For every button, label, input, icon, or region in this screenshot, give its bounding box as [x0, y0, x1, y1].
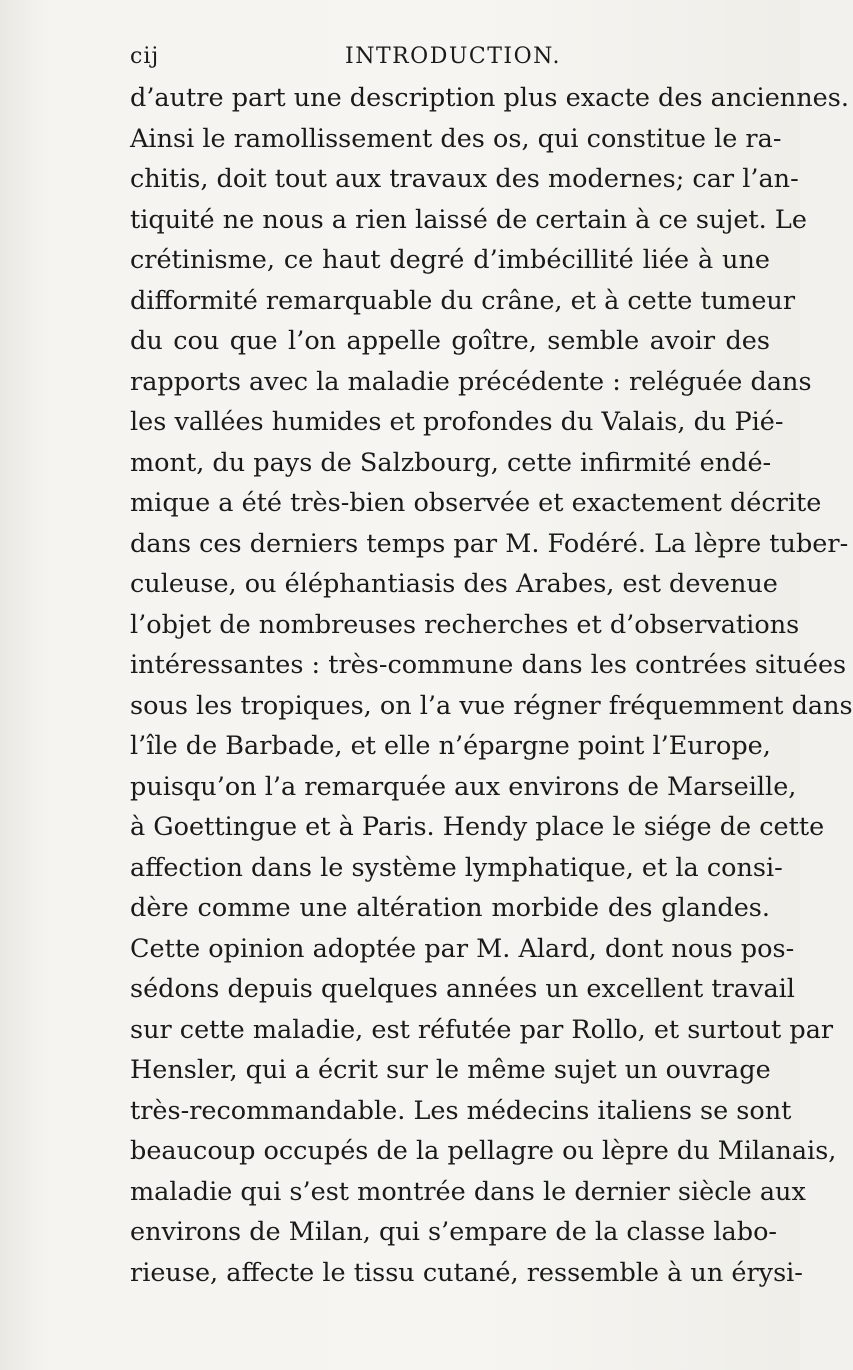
text-line: culeuse, ou éléphantiasis des Arabes, est devenue: [130, 569, 778, 599]
text-line: crétinisme, ce haut degré d’imbécillité liée à une: [130, 245, 770, 275]
text-line: l’île de Barbade, et elle n’épargne point l’Europe,: [130, 731, 771, 761]
text-line: environs de Milan, qui s’empare de la classe labo-: [130, 1217, 778, 1247]
text-line: l’objet de nombreuses recherches et d’observations: [130, 609, 800, 640]
text-line: très-recommandable. Les médecins italiens se sont: [130, 1095, 792, 1126]
text-line: beaucoup occupés de la pellagre ou lèpre du Milanais,: [130, 1136, 837, 1166]
text-line: à Goettingue et à Paris. Hendy place le siége de cette: [130, 812, 825, 842]
text-line: intéressantes : très-commune dans les contrées situées: [130, 650, 847, 680]
text-line: sédons depuis quelques années un excellent travail: [130, 974, 795, 1004]
text-line: du cou que l’on appelle goître, semble avoir des: [130, 326, 770, 356]
running-head: INTRODUCTION.: [345, 44, 561, 69]
page-number: cij: [130, 44, 160, 69]
text-line: puisqu’on l’a remarquée aux environs de Marseille,: [130, 771, 797, 802]
text-line: Hensler, qui a écrit sur le même sujet un ouvrage: [130, 1055, 771, 1085]
text-line: mique a été très-bien observée et exactement décrite: [130, 488, 822, 518]
text-line: sur cette maladie, est réfutée par Rollo, et surtout par: [130, 1014, 834, 1045]
page-header: [130, 44, 770, 74]
text-line: d’autre part une description plus exacte des anciennes.: [130, 83, 849, 113]
text-line: dère comme une altération morbide des glandes.: [130, 893, 770, 923]
text-line: Cette opinion adoptée par M. Alard, dont nous pos-: [130, 933, 795, 964]
text-line: dans ces derniers temps par M. Fodéré. La lèpre tuber-: [130, 528, 849, 559]
body-text: [130, 78, 853, 1293]
text-line: Ainsi le ramollissement des os, qui constitue le ra-: [130, 123, 782, 154]
text-line: chitis, doit tout aux travaux des modernes; car l’an-: [130, 164, 799, 194]
text-line: sous les tropiques, on l’a vue régner fréquemment dans: [130, 690, 853, 721]
text-line: mont, du pays de Salzbourg, cette infirmité endé-: [130, 447, 772, 478]
text-line: tiquité ne nous a rien laissé de certain à ce sujet. Le: [130, 204, 807, 235]
text-line: affection dans le système lymphatique, et la consi-: [130, 852, 783, 883]
text-line: rapports avec la maladie précédente : reléguée dans: [130, 366, 812, 397]
text-line: les vallées humides et profondes du Valais, du Pié-: [130, 407, 784, 437]
text-line: difformité remarquable du crâne, et à cette tumeur: [130, 285, 796, 316]
text-line: rieuse, affecte le tissu cutané, ressemble à un érysi-: [130, 1257, 803, 1288]
text-line: maladie qui s’est montrée dans le dernier siècle aux: [130, 1176, 806, 1207]
